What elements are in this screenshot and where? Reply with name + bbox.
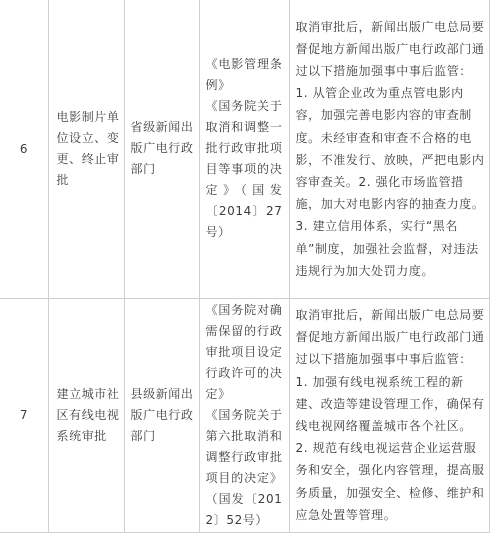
approval-item-name: 电影制片单位设立、变更、终止审批 <box>56 109 120 187</box>
implementing-authority: 县级新闻出版广电行政部门 <box>130 386 194 443</box>
legal-basis-doc: 《国务院关于第六批取消和调整行政审批项目的决定》（国发〔2012〕52号） <box>205 407 283 527</box>
measures-cell <box>289 0 489 298</box>
row-index: 6 <box>19 141 28 156</box>
table-row <box>0 298 489 532</box>
legal-basis-doc: 《国务院对确需保留的行政审批项目设定行政许可的决定》 <box>205 302 283 401</box>
authority-cell <box>124 298 199 532</box>
approval-item-name: 建立城市社区有线电视系统审批 <box>56 386 120 443</box>
supervision-measures: 取消审批后，新闻出版广电总局要督促地方新闻出版广电行政部门通过以下措施加强事中事后监管：1. 从管企业改为重点管电影内容，加强完善电影内容的审查制度。未经审查和审查不合格的电影，不准发行、放映，严把电影内容审查关。2. 强化市场监管措施，加大对电影内容的抽查力度。3. 建立信用体系，实行“黑名单”制度，加强社会监督，对违法违规行为加大处罚力度。 <box>295 19 485 278</box>
item-cell <box>48 0 124 298</box>
row-index-cell <box>0 298 48 532</box>
legal-basis-doc: 《国务院关于取消和调整一批行政审批项目等事项的决定》（国发〔2014〕27号） <box>205 99 283 240</box>
item-cell <box>48 298 124 532</box>
authority-cell <box>124 0 199 298</box>
row-index: 7 <box>19 408 28 422</box>
measures-cell <box>289 298 489 532</box>
row-index-cell <box>0 0 48 298</box>
basis-cell <box>199 0 289 298</box>
implementing-authority: 省级新闻出版广电行政部门 <box>130 120 194 177</box>
basis-cell <box>199 298 289 532</box>
legal-basis-doc: 《电影管理条例》 <box>205 57 283 93</box>
supervision-measures: 取消审批后，新闻出版广电总局要督促地方新闻出版广电行政部门通过以下措施加强事中事后监管：1. 加强有线电视系统工程的新建、改造等建设管理工作，确保有线电视网络覆盖城市各个社区。2. 规范有线电视运营企业运营服务和安全，强化内容管理，提高服务质量，加强安全、检修、维护和应急处置等管理。 <box>295 307 485 522</box>
